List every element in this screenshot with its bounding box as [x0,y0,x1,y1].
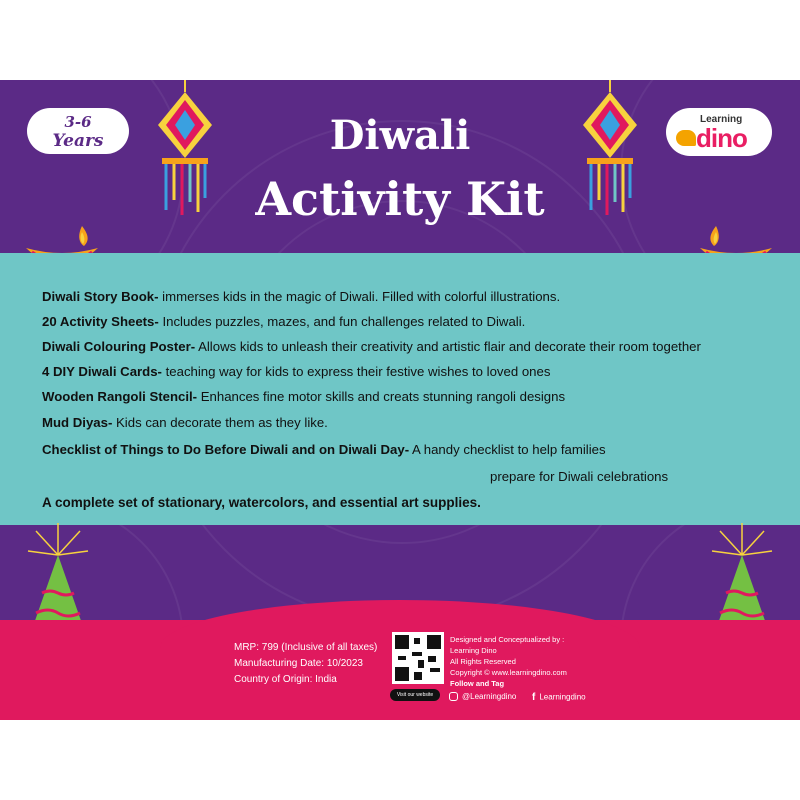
list-item: Mud Diyas- Kids can decorate them as they like. [42,415,328,430]
follow-and-tag: Follow and Tag [450,679,505,688]
list-item-continuation: prepare for Diwali celebrations [490,469,669,484]
dino-icon [676,130,696,146]
firework-icon [28,523,88,555]
facebook-icon: f [532,692,536,703]
manufacturing-date: Manufacturing Date: 10/2023 [234,658,363,669]
list-item: Diwali Colouring Poster- Allows kids to unleash their creativity and artistic flair and decorate their room together [42,339,701,354]
country-of-origin: Country of Origin: India [234,674,337,685]
credits-line: Designed and Conceptualized by : [450,635,565,644]
page-title-line2: Activity Kit [255,172,545,226]
age-badge [27,108,129,154]
logo-brand-text: dino [696,123,747,153]
mrp-text: MRP: 799 (Inclusive of all taxes) [234,642,378,653]
credits-line: All Rights Reserved [450,657,516,666]
instagram-icon [449,692,458,701]
page-title-line1: Diwali [329,112,471,159]
list-item: 20 Activity Sheets- Includes puzzles, mazes, and fun challenges related to Diwali. [42,314,526,329]
credits-block [450,634,567,689]
logo-top-text: Learning [700,114,743,125]
firework-icon [712,523,772,555]
qr-code[interactable] [392,632,444,684]
instagram-link[interactable]: @Learningdino [449,692,516,701]
facebook-link[interactable]: f Learningdino [532,692,586,703]
visit-website-button[interactable]: Visit our website [390,689,440,701]
credits-line: Copyright © www.learningdino.com [450,668,567,677]
list-item: 4 DIY Diwali Cards- teaching way for kids to express their festive wishes to loved ones [42,364,551,379]
age-label: Years [52,131,104,151]
list-item: Diwali Story Book- immerses kids in the magic of Diwali. Filled with colorful illustrations. [42,289,561,304]
closing-line: A complete set of stationary, watercolors, and essential art supplies. [42,495,481,510]
brand-logo [666,108,772,156]
list-item: Wooden Rangoli Stencil- Enhances fine motor skills and creats stunning rangoli designs [42,389,566,404]
list-item: Checklist of Things to Do Before Diwali and on Diwali Day- A handy checklist to help families [42,442,606,457]
credits-line: Learning Dino [450,646,497,655]
age-range: 3-6 [64,113,92,131]
